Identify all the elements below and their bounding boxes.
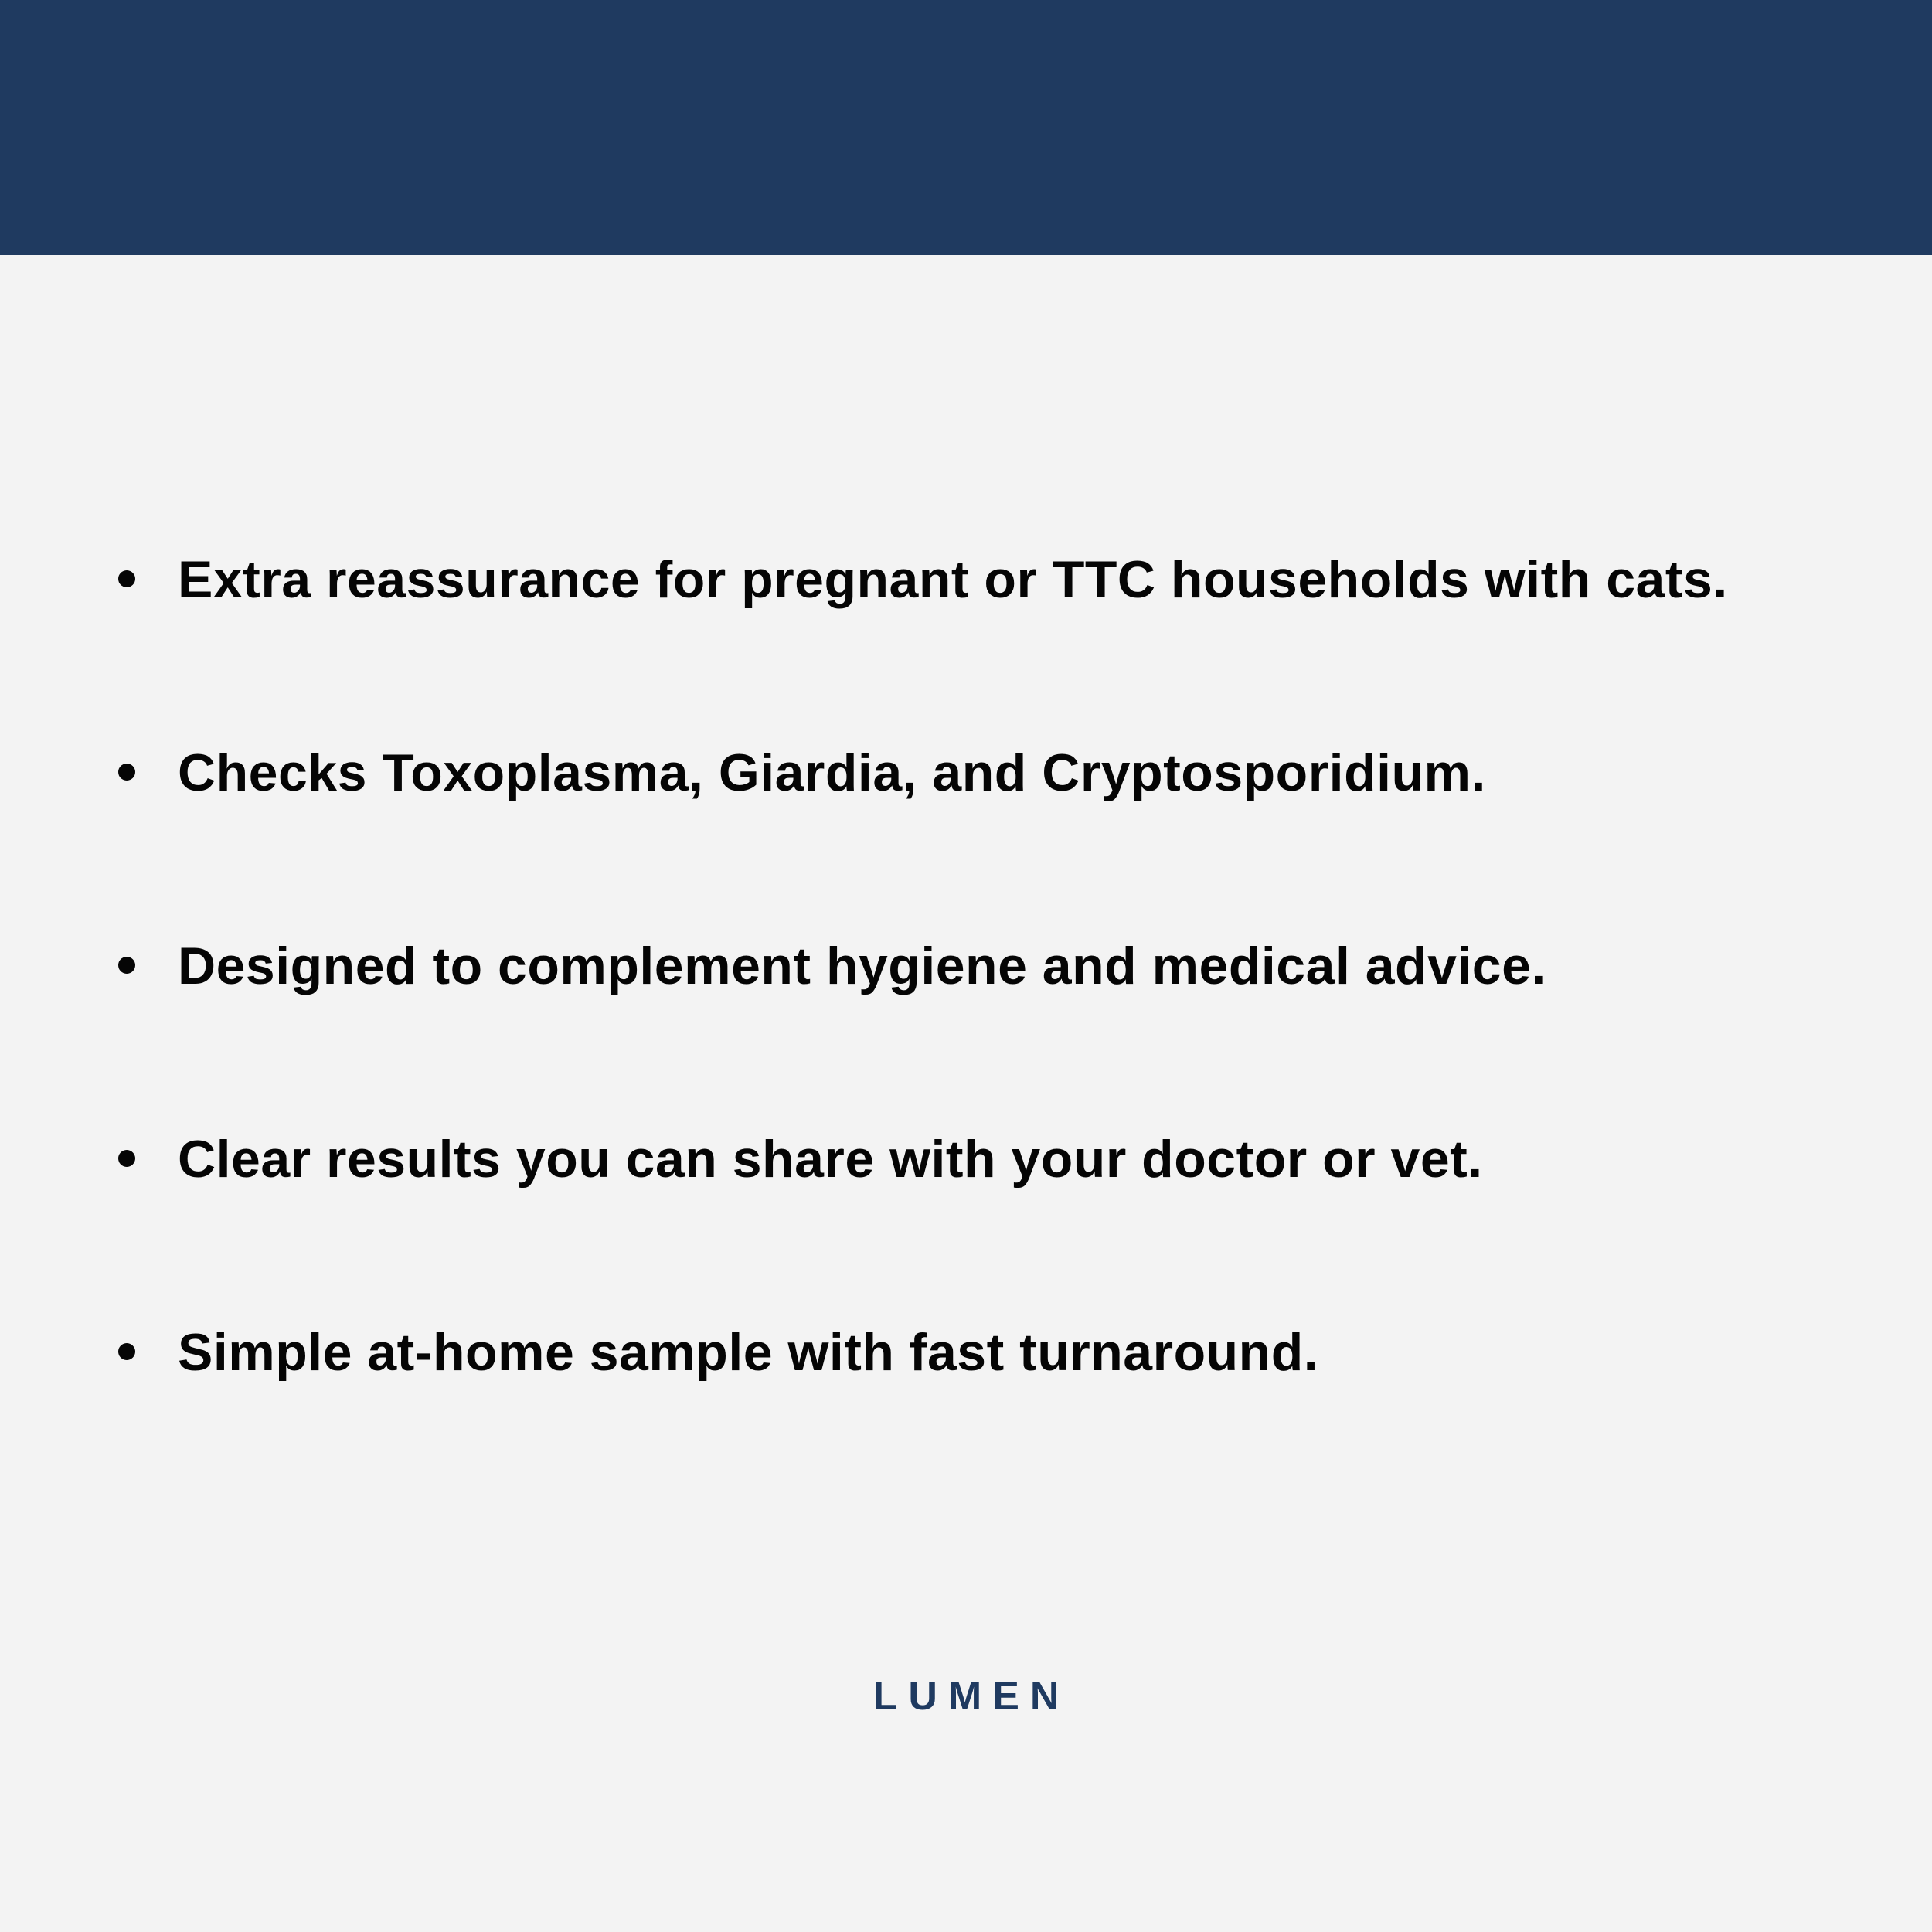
- bullet-icon: [118, 1150, 135, 1167]
- feature-item-sample: [0, 1314, 1932, 1391]
- top-banner: [0, 0, 1932, 255]
- feature-text: Clear results you can share with your doctor or vet.: [178, 1130, 1483, 1189]
- feature-text: Designed to complement hygiene and medical advice.: [178, 937, 1546, 995]
- bullet-icon: [118, 957, 135, 974]
- feature-item-reassurance: [0, 541, 1932, 618]
- feature-text: Simple at-home sample with fast turnaround.: [178, 1323, 1319, 1382]
- brand-logo-text: LUMEN: [872, 1674, 1070, 1719]
- feature-item-parasites: [0, 734, 1932, 811]
- bullet-icon: [118, 764, 135, 781]
- feature-item-hygiene: [0, 927, 1932, 1005]
- bullet-icon: [118, 570, 135, 587]
- feature-text: Extra reassurance for pregnant or TTC households with cats.: [178, 550, 1728, 609]
- bullet-icon: [118, 1343, 135, 1360]
- feature-text: Checks Toxoplasma, Giardia, and Cryptosporidium.: [178, 743, 1486, 802]
- feature-item-results: [0, 1121, 1932, 1198]
